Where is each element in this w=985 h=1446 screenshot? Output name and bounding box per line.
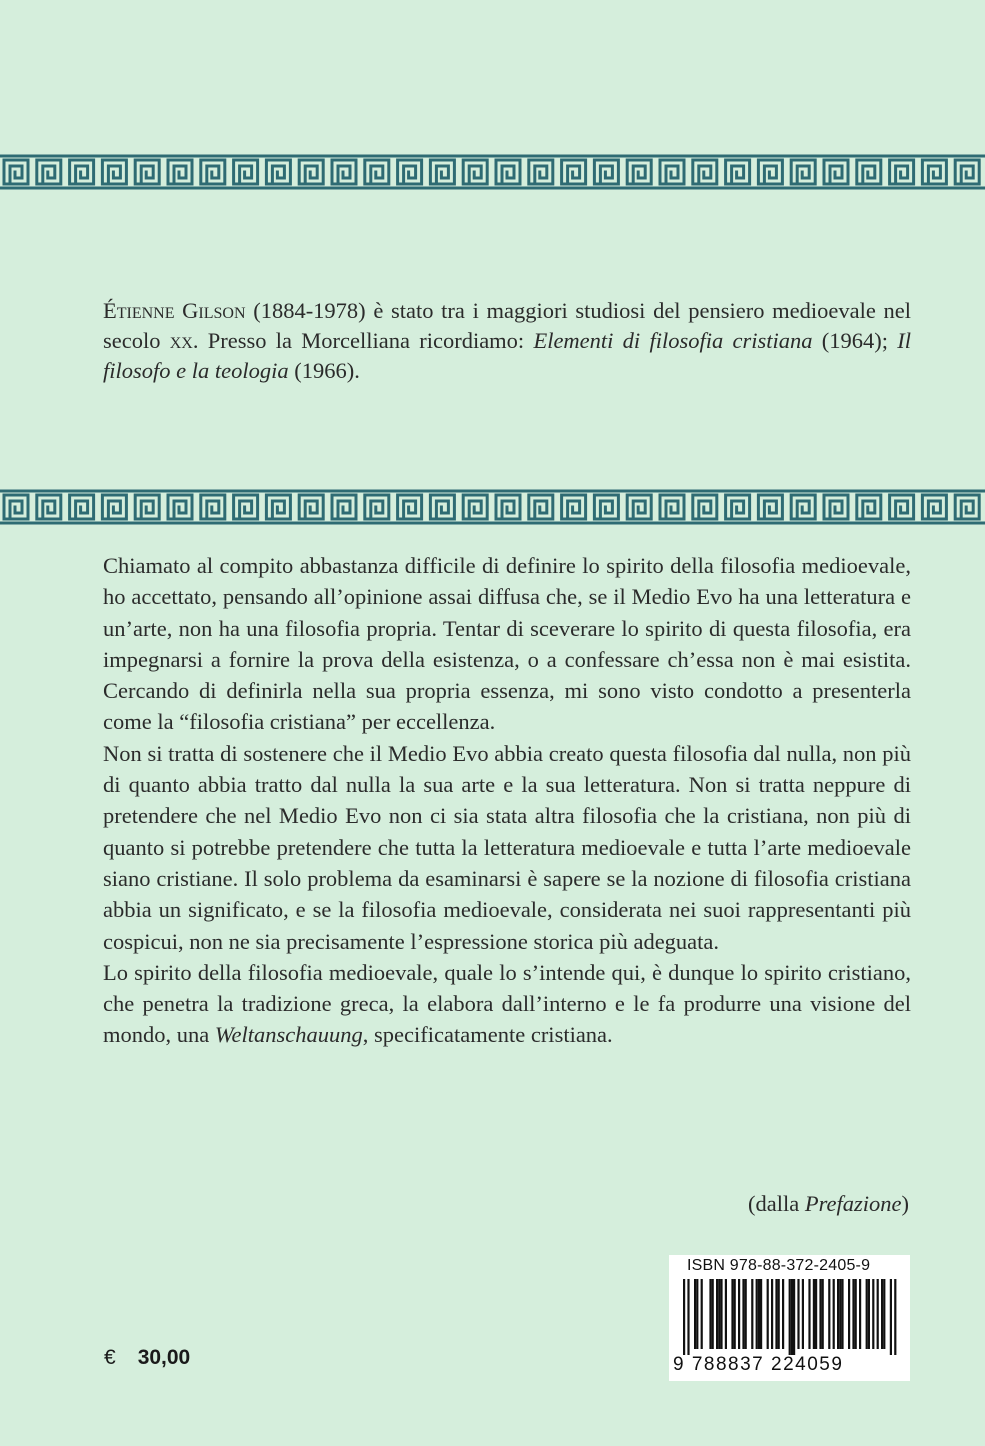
barcode-bar <box>822 1279 824 1349</box>
ean-digits: 9 788837 224059 <box>673 1354 844 1375</box>
barcode-bar <box>778 1279 780 1349</box>
barcode-bar <box>841 1279 843 1349</box>
preface-text: , specificatamente cristiana. <box>362 1022 613 1048</box>
price-label <box>104 1346 190 1370</box>
barcode-bar <box>791 1279 793 1355</box>
price-amount: 30,00 <box>137 1346 191 1369</box>
barcode-bar <box>767 1279 769 1349</box>
barcode-bar <box>855 1279 857 1349</box>
barcode-bar <box>782 1279 784 1349</box>
barcode-bar <box>797 1279 799 1349</box>
barcode-bar <box>725 1279 727 1349</box>
bio-century: xx <box>169 328 193 353</box>
source-text: ) <box>901 1191 909 1216</box>
preface-text: Lo spirito della filosofia medioevale, quale lo s’intende qui, è dunque lo spirito cristiano, che penetra la tradizione greca, la elabora dall’interno e le fa produrre una visione del mondo, una <box>103 959 911 1048</box>
barcode-bar <box>813 1279 815 1349</box>
preface-source <box>748 1189 909 1219</box>
barcode-bar <box>839 1279 841 1349</box>
barcode-bar <box>760 1279 762 1349</box>
barcode-bar <box>866 1279 868 1349</box>
preface-paragraph <box>103 957 911 1051</box>
author-bio <box>103 296 911 386</box>
barcode-bar <box>789 1279 791 1355</box>
barcode-bar <box>731 1279 733 1349</box>
preface-term: Weltanschauung <box>214 1022 363 1048</box>
barcode-bar <box>848 1279 850 1349</box>
preface-paragraph: Chiamato al compito abbastanza difficile di definire lo spirito della filosofia medioevale, ho accettato, pensando all’opinione assai diffusa che, se il Medio Evo ha una letteratura e un’arte, non ha una filosofia propria. Tentar di sceverare lo spirito di questa filosofia, era impegnarsi a fornire la prova della esistenza, o a confessare ch’essa non è mai esistita. Cercando di definirla nella sua propria essenza, mi sono visto condotto a presenterla come la “filosofia cristiana” per eccellenza. <box>103 553 911 735</box>
barcode-bar <box>819 1279 821 1349</box>
barcode-bar <box>859 1279 861 1349</box>
barcode-bars <box>669 1279 910 1355</box>
barcode-bar <box>756 1279 758 1349</box>
barcode-bar <box>775 1279 777 1349</box>
barcode-bar <box>718 1279 720 1349</box>
barcode-bar <box>877 1279 879 1349</box>
barcode-bar <box>833 1279 835 1349</box>
isbn-barcode <box>669 1255 910 1381</box>
barcode-bar <box>716 1279 718 1349</box>
bio-text: (1966). <box>288 358 360 383</box>
book-title: Il filosofo e la teologia <box>103 328 911 383</box>
currency-symbol: € <box>104 1346 116 1369</box>
barcode-bar <box>872 1279 874 1349</box>
author-name: Étienne Gilson <box>103 298 246 323</box>
barcode-bar <box>751 1279 753 1349</box>
barcode-bar <box>894 1279 896 1355</box>
barcode-bar <box>683 1279 685 1355</box>
barcode-bar <box>742 1279 744 1349</box>
barcode-bar <box>808 1279 810 1349</box>
barcode-bar <box>771 1279 773 1349</box>
barcode-bar <box>828 1279 830 1349</box>
barcode-bar <box>745 1279 747 1349</box>
barcode-bar <box>734 1279 736 1349</box>
bio-text: (1884-1978) è stato tra i maggiori studiosi del pensiero medioevale nel secolo <box>103 298 911 353</box>
source-text: (dalla <box>748 1191 805 1216</box>
barcode-bar <box>883 1279 885 1349</box>
barcode-bar <box>815 1279 817 1349</box>
greek-key-frieze-top <box>0 153 985 193</box>
greek-key-frieze-middle <box>0 488 985 528</box>
barcode-bar <box>696 1279 698 1349</box>
barcode-bar <box>890 1279 892 1355</box>
barcode-bar <box>712 1279 714 1349</box>
barcode-bar <box>758 1279 760 1349</box>
barcode-bar <box>881 1279 883 1349</box>
barcode-bar <box>802 1279 804 1349</box>
barcode-bar <box>837 1279 839 1349</box>
isbn-number: ISBN 978-88-372-2405-9 <box>687 1257 871 1274</box>
barcode-bar <box>694 1279 696 1349</box>
barcode-bar <box>852 1279 854 1349</box>
barcode-bar <box>701 1279 703 1349</box>
bio-text: (1964); <box>812 328 898 353</box>
barcode-bar <box>720 1279 722 1349</box>
bio-text: . Presso la Morcelliana ricordiamo: <box>192 328 534 353</box>
barcode-bar <box>738 1279 740 1349</box>
preface-paragraph: Non si tratta di sostenere che il Medio Evo abbia creato questa filosofia dal nulla, non più di quanto abbia tratto dal nulla la sua arte e la sua letteratura. Non si tratta neppure di pretendere che nel Medio Evo non ci sia stata altra filosofia che la cristiana, non più di quanto si potrebbe pretendere che tutta la letteratura medioevale e tutta l’arte medioevale siano cristiane. Il solo problema da esaminarsi è sapere se la nozione di filosofia cristiana abbia un significato, e se la filosofia medioevale, considerata nei suoi rappresentanti più cospicui, non ne sia precisamente l’espressione storica più adeguata. <box>103 740 911 954</box>
barcode-bar <box>709 1279 711 1349</box>
barcode-bar <box>793 1279 795 1355</box>
source-title: Prefazione <box>804 1191 902 1216</box>
barcode-bar <box>687 1279 689 1355</box>
preface-excerpt <box>103 550 911 1051</box>
barcode-bar <box>868 1279 870 1349</box>
book-title: Elementi di filosofia cristiana <box>533 328 813 353</box>
